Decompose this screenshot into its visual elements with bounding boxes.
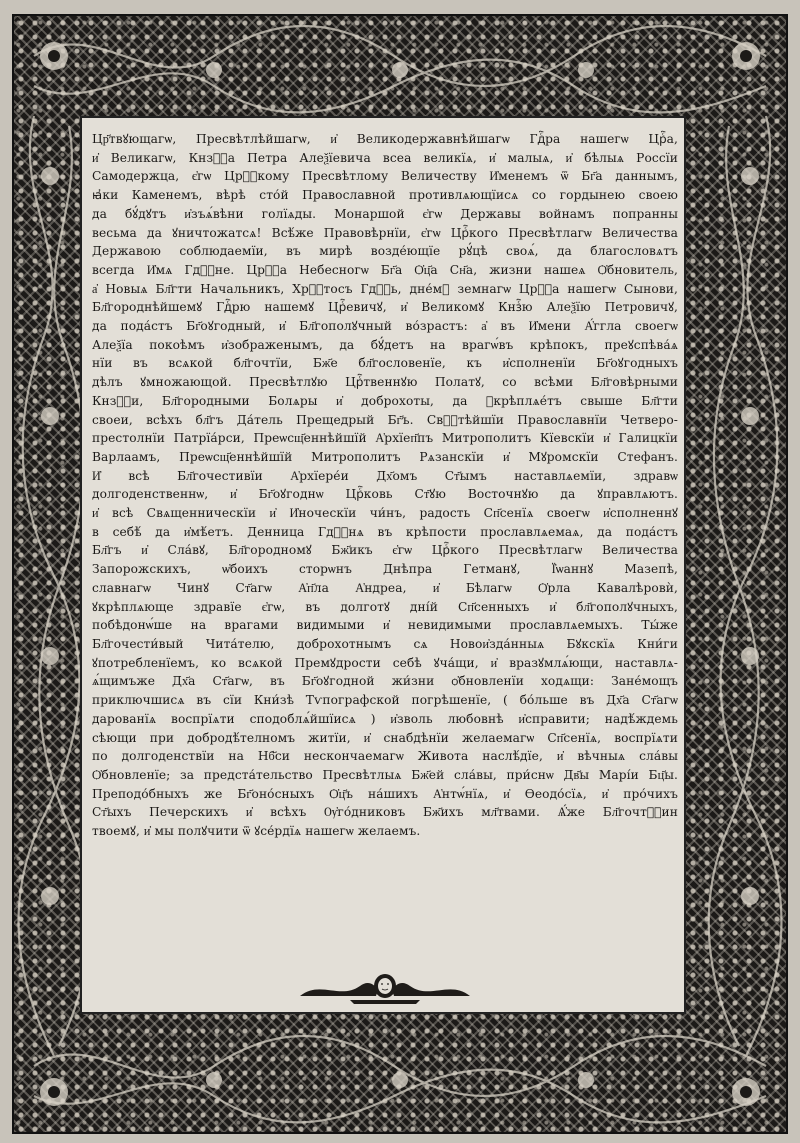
text-line: сѣющи при добродѣ́телномъ житїи, и҆ снабдѣнїи желаемагѡ Сп҃сенїѧ, воспрїѧти (92, 730, 678, 745)
text-line: а҆ Новыѧ Бл҃гти Начальникъ, Хрⷭ҇тосъ Гдⷭ҇ь, дне́мꙋ земнагѡ Црⷭ҇а нашегѡ Сынови, (92, 281, 678, 296)
text-line: ꙗ҆ки Каменемъ, вѣрѣ сто́й Православной противлѧющїисѧ со гордынею своею (92, 188, 678, 203)
text-line: всегда И҆мѧ Гдⷭ҇не. Црⷭ҇а Небесногѡ Бг҃а Ѻ҆ц҃а Сн҃а, жизни нашеѧ Ѻ҆бновитель, (92, 262, 678, 277)
text-line: Кнзⷭ҇и, Бл҃городными Болѧры и҆ доброхоты, да ꙋкрѣплѧе́тъ свыше Бл҃гти (92, 393, 678, 408)
text-line: приключшисѧ въ сїи Кни́зѣ Тѵпографской погрѣшенїе, ( бо́льше въ Дх҃а Ст҃агѡ (92, 693, 678, 708)
text-line: ѧ́щимъже Дх҃а Ст҃агѡ, въ Бг҃оꙋгодной жи́зни ѻ҆бновленїи ходѧщи: Зане́мощъ (92, 674, 678, 689)
text-line: Варлаамъ, Преѡсщ҃еннѣйшїй Митрополитъ Рѧзанскїи и҆ Мꙋромскїи Стефанъ. (92, 449, 678, 464)
text-line: своеи, всѣхъ бл҃гъ Да́тель Прещедрый Бг҃ъ. Свⷭ҇тѣйшїи Православнїи Четверо- (92, 412, 678, 427)
text-line: Бл҃гъ и҆ Сла́вꙋ, Бл҃городномꙋ Бж҃икъ є҆гѡ Црⷭ҇кого Пресвѣтлагѡ Величества (92, 543, 678, 558)
text-line: престолнїи Патрїа́рси, Преѡсщ҃еннѣйшїй А҆рхїеп҃пъ Митрополитъ Кїевскїи и҆ Галицкїи (92, 431, 678, 446)
text-line-last: твоемꙋ, и҆ мы полꙋчити ѿ ꙋсе́рдїѧ нашегѡ желаемъ. (92, 824, 421, 839)
text-line: Запорожскихъ, ѡ҆боихъ сторѡнъ Днѣпра Гетманꙋ, Ї҆ѡаннꙋ Мазепѣ, (92, 562, 678, 577)
text-line: Самодержца, є҆гѡ Црⷭ҇кому Пресвѣтлому Величеству И҆менемъ ѿ Бг҃а даннымъ, (92, 169, 678, 184)
text-line: и҆ всѣ Свѧщенническїи и҆ И҆ноческїи чи́нъ, радость Сп҃сенїѧ своегѡ и҆сполненнꙋ (92, 506, 678, 521)
text-line: ꙋпотребленїемъ, ко всѧкой Премꙋдрости себѣ ꙋча́щи, и҆ вразꙋмлѧ́ющи, наставлѧ- (92, 655, 678, 670)
text-line: весьма да ꙋничтожатсѧ! Всѣ́же Правовѣрнїи, є҆гѡ Црⷭ҇кого Пресвѣтлагѡ Величества (92, 225, 678, 240)
text-line: да пода́стъ Бг҃оꙋгодный, и҆ Бл҃гополꙋчный во́зрастъ: а҆ въ И҆мени А҆́ггла своегѡ (92, 319, 678, 334)
text-line: Ѻ҆бновленїе; за предста́тельство Пресвѣтлыѧ Бж҃ей сла́вы, при́снѡ Дв҃ы Марі́и Бц҃ы. (92, 767, 678, 782)
text-line: Бл҃городнѣйшемꙋ Гдⷭ҇рю нашемꙋ Црⷭ҇евичꙋ, и҆ Великомꙋ Кнзⷭ҇ю Алеѯїю Петровичꙋ, (92, 300, 678, 315)
text-line: и҆ Великагѡ, Кнзⷭ҇а Петра Алеѯїевича всеа великїѧ, и҆ малыѧ, и҆ бѣлыѧ Россїи (92, 150, 678, 165)
text-line: Державою соблюдаемїи, въ мирѣ возде́ющїе рꙋ́цѣ своѧ́, да благословѧтъ (92, 244, 678, 259)
text-line: да бꙋ́дꙋтъ и҆зъѧ́вѣни голїѧды. Монаршой є҆гѡ Державы войнамъ попранны (92, 206, 678, 221)
text-line: славнагѡ Чинꙋ Ст҃агѡ А҆п҃ла А҆ндреа, и҆ Бѣлагѡ Ѻ҆рла Кавалѣровѝ, (92, 580, 678, 595)
text-line: побѣдонѡ́ше на врагами видимыми и҆ невидимыми прославлѧемыхъ. Ты́же (92, 618, 678, 633)
text-line: Ст҃ыхъ Печерскихъ и҆ всѣхъ Ѹ҆го́дниковъ Бж҃ихъ мл҃твами. Ѧ҆́же Бл҃гочтⷭ҇ин (92, 805, 678, 820)
text-line: дарованїѧ воспрїѧти сподоблѧ́йшїисѧ ) и҆зволь любовнѣ и҆справити; надѣ́ждемь (92, 711, 678, 726)
text-line: в себѣ́ да и҆мѣ́етъ. Денница Гдⷭ҇нѧ въ крѣпости прославлѧемаѧ, да пода́стъ (92, 524, 678, 539)
text-line: Преподо́бныхъ же Бг҃оно́сныхъ Ѻ҆ц҃ъ на́шихъ А҆нтѡ́нїѧ, и҆ Ѳеодо́сїѧ, и҆ про́чихъ (92, 786, 678, 801)
text-line: И҆ всѣ Бл҃гочестивїи А҆рхїере́и Дх҃омъ Ст҃ымъ наставлѧемїи, здравѡ (92, 468, 678, 483)
text-line: Бл҃гочести́вый Чита́телю, доброхотнымъ сѧ Новои҆зда́нныѧ Бꙋкскїѧ Кни́ги (92, 636, 678, 651)
text-line: по долгоденствїи на Нб҃си нескончаемагѡ Живота наслѣ́дїе, и҆ вѣчныѧ сла́вы (92, 749, 678, 764)
text-line: долгоденственнѡ, и҆ Бг҃оꙋгоднѡ Црⷭ҇ковь Ст҃ꙋю Восточнꙋю да ꙋправлѧютъ. (92, 487, 678, 502)
text-line: Цр҃твꙋющагѡ, Пресвѣтлѣйшагѡ, и҆ Великодержавнѣйшагѡ Гдⷭ҇ра нашегѡ Црⷭ҇а, (92, 132, 678, 146)
text-panel (80, 116, 686, 1014)
text-line: дѣлъ ꙋмножающой. Пресвѣтлꙋю Црⷭ҇твеннꙋю Полатꙋ, со всѣми Бл҃говѣрными (92, 375, 678, 390)
cherub-tailpiece-icon (290, 970, 480, 1004)
document-body (92, 130, 678, 841)
text-line: нїи въ всѧкой бл҃гочтїи, Бж҃е бл҃гословенїе, къ и҆сполненїи Бг҃оꙋгодныхъ (92, 356, 678, 371)
text-line: Алеѯїа покоѣмъ и҆зображенымъ, да бꙋ́детъ на врагѡ́въ крѣпокъ, преꙋспѣва́ѧ (92, 337, 678, 352)
text-line: ꙋкрѣплѧюще здравїе є҆гѡ, въ долготꙋ дні́й Сп҃сенныхъ и҆ бл҃гополꙋчныхъ, (92, 599, 678, 614)
